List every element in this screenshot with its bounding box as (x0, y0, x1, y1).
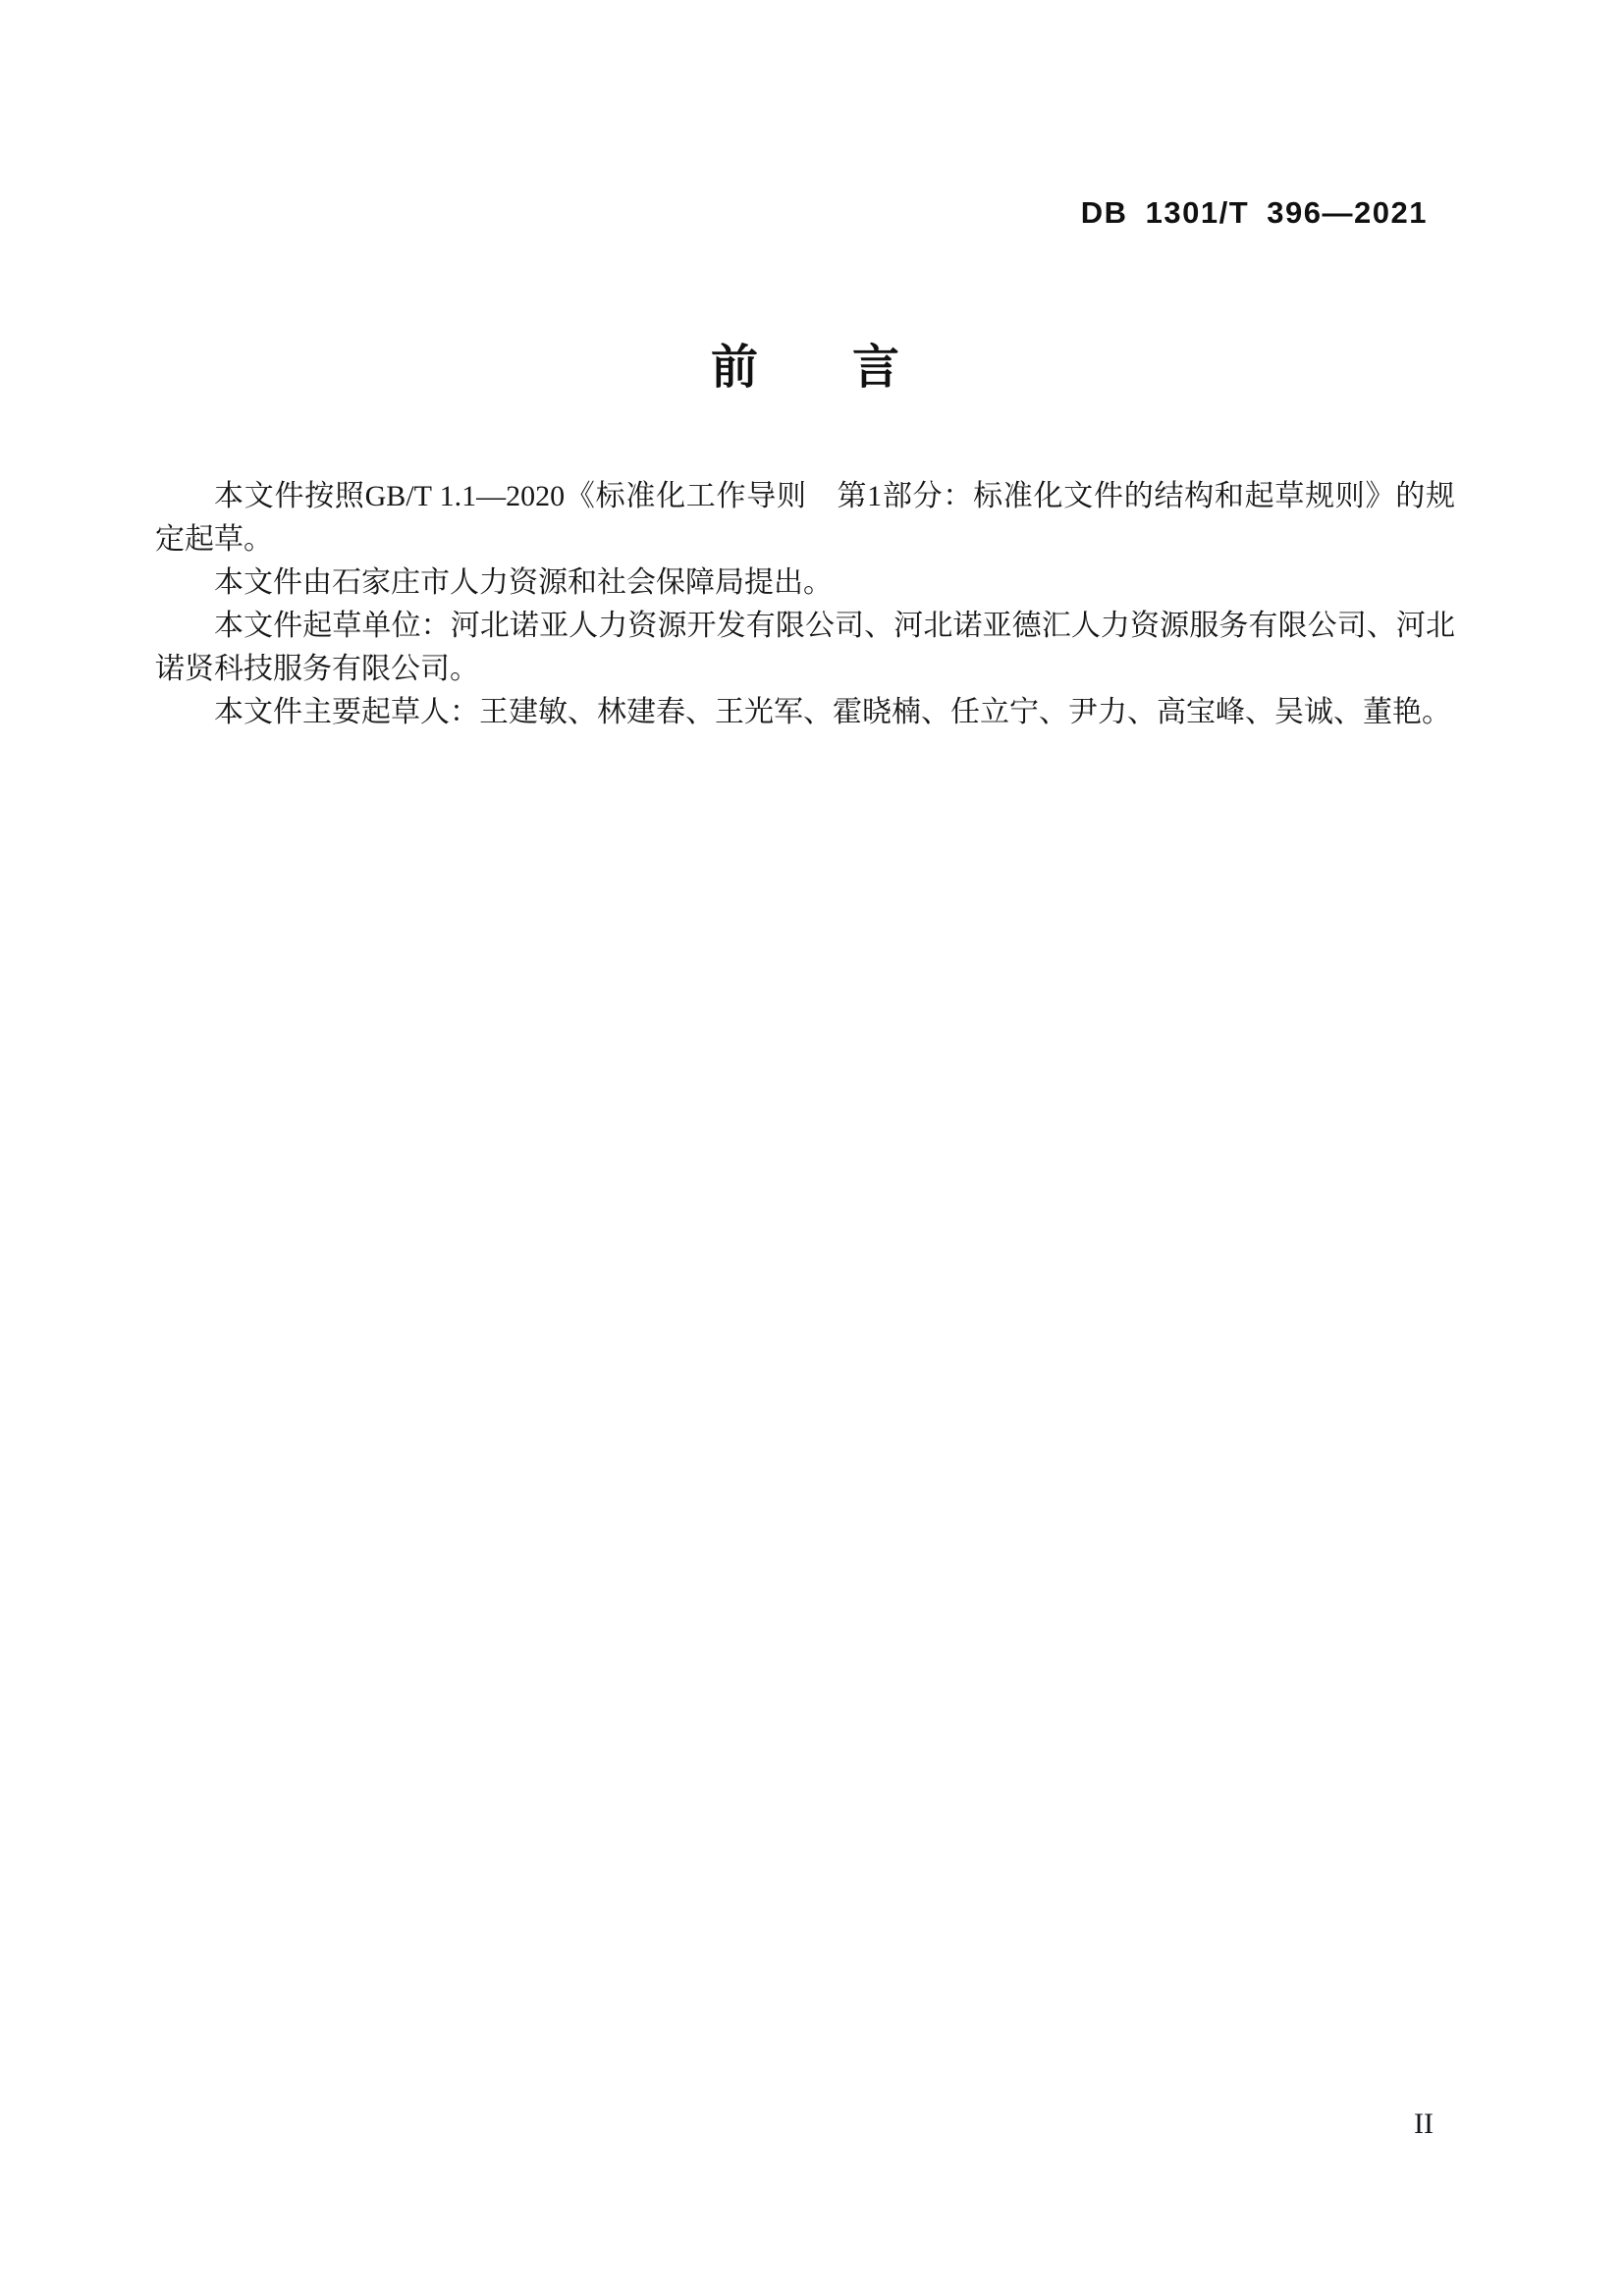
paragraph-proposed-by: 本文件由石家庄市人力资源和社会保障局提出。 (214, 566, 833, 599)
page-number: II (1414, 2108, 1434, 2140)
paragraph-drafting-rules: 本文件按照GB/T 1.1—2020《标准化工作导则 第1部分：标准化文件的结构和起草规则》的规定起草。 (155, 480, 1455, 556)
page-title: 前 言 (710, 342, 899, 394)
paragraph-main-drafters: 本文件主要起草人：王建敏、林建春、王光军、霍晓楠、任立宁、尹力、高宝峰、吴诚、董艳。 (214, 696, 1451, 728)
standard-code: DB 1301/T 396—2021 (1080, 195, 1428, 230)
paragraph-drafting-organizations: 本文件起草单位：河北诺亚人力资源开发有限公司、河北诺亚德汇人力资源服务有限公司、河北诺贤科技服务有限公司。 (155, 610, 1455, 685)
foreword-body (155, 475, 1455, 734)
